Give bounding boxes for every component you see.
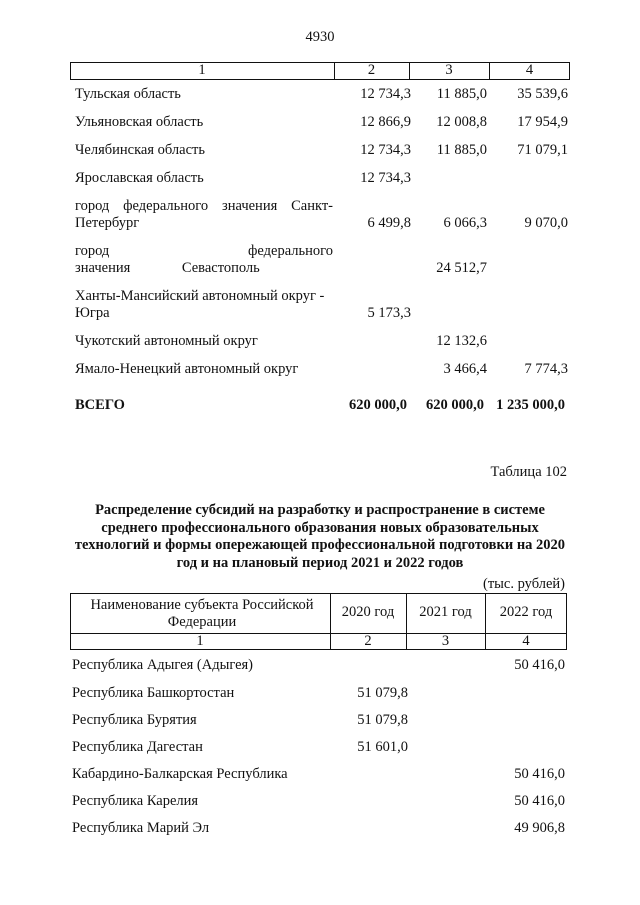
units-label: (тыс. рублей)	[483, 576, 565, 592]
table-cell-2022: 49 906,8	[514, 820, 565, 836]
table-row-name: Ульяновская область	[75, 114, 204, 130]
table-row-name: Республика Карелия	[72, 793, 199, 809]
table-row-name: Ханты-Мансийский автономный округ - Югра	[75, 288, 325, 321]
table-row-name: Челябинская область	[75, 142, 205, 158]
table-cell-2020: 51 601,0	[357, 739, 408, 755]
bottom-colnum-3: 3	[441, 633, 450, 649]
table-cell-2020: 12 734,3	[360, 170, 411, 186]
header-subject-name: Наименование субъекта Российской Федерации	[90, 597, 314, 630]
header-2022: 2022 год	[499, 604, 553, 620]
page-number: 4930	[305, 29, 335, 45]
table-cell-2021: 11 885,0	[436, 142, 487, 158]
bottom-colnum-1: 1	[196, 633, 204, 649]
table-cell-2021: 12 008,8	[436, 114, 487, 130]
table-cell-2021: 3 466,4	[443, 361, 487, 377]
table-cell-2022: 50 416,0	[514, 657, 565, 673]
total-2022: 1 235 000,0	[496, 397, 565, 413]
table-row-name: город федерального значения Санкт-Петербург	[75, 198, 333, 231]
table-cell-2021: 11 885,0	[436, 86, 487, 102]
table-cell-2022: 50 416,0	[514, 793, 565, 809]
table-row-name: Ямало-Ненецкий автономный округ	[75, 361, 299, 377]
table-row-name: Республика Башкортостан	[72, 685, 235, 701]
table-row-name: Республика Адыгея (Адыгея)	[72, 657, 254, 673]
bottom-colnum-4: 4	[522, 633, 530, 649]
table-cell-2020: 51 079,8	[357, 712, 408, 728]
table-cell-2022: 17 954,9	[517, 114, 568, 130]
top-colnum-3: 3	[445, 62, 453, 78]
total-2020: 620 000,0	[349, 397, 407, 413]
table-row-name: Ярославская область	[75, 170, 204, 186]
top-colnum-2: 2	[367, 62, 376, 78]
top-colnum-4: 4	[525, 62, 534, 78]
table-cell-2021: 12 132,6	[436, 333, 487, 349]
table-cell-2021: 6 066,3	[443, 215, 487, 231]
table-row-name: Республика Бурятия	[72, 712, 197, 728]
table-cell-2020: 12 734,3	[360, 86, 411, 102]
table-cell-2020: 51 079,8	[357, 685, 408, 701]
table-row-name: город федерального значения Севастополь	[75, 243, 333, 276]
table-cell-2022: 50 416,0	[514, 766, 565, 782]
table-cell-2022: 35 539,6	[517, 86, 568, 102]
table-row-name: Республика Дагестан	[72, 739, 203, 755]
top-colnum-1: 1	[198, 62, 206, 78]
bottom-colnum-2: 2	[364, 633, 372, 649]
table-row-name: Республика Марий Эл	[72, 820, 210, 836]
table-label: Таблица 102	[490, 464, 567, 480]
table-cell-2022: 7 774,3	[524, 361, 568, 377]
table-cell-2022: 71 079,1	[517, 142, 568, 158]
table-cell-2022: 9 070,0	[524, 215, 568, 231]
total-label: ВСЕГО	[75, 397, 125, 413]
total-2021: 620 000,0	[426, 397, 484, 413]
table-cell-2020: 12 866,9	[360, 114, 411, 130]
table-cell-2021: 24 512,7	[436, 260, 487, 276]
header-2020: 2020 год	[341, 604, 395, 620]
table-cell-2020: 6 499,8	[367, 215, 411, 231]
table-cell-2020: 12 734,3	[360, 142, 411, 158]
header-2021: 2021 год	[419, 604, 472, 620]
table-title: Распределение субсидий на разработку и распространение в системе среднего профессионального образования новых образовательных технологий и формы опережающей профессиональной подготовки на 2020 год и на плановый период 2021 и 2022 годов	[74, 502, 566, 571]
table-row-name: Чукотский автономный округ	[75, 333, 258, 349]
table-cell-2020: 5 173,3	[367, 305, 411, 321]
table-row-name: Кабардино-Балкарская Республика	[72, 766, 288, 782]
table-row-name: Тульская область	[75, 86, 181, 102]
